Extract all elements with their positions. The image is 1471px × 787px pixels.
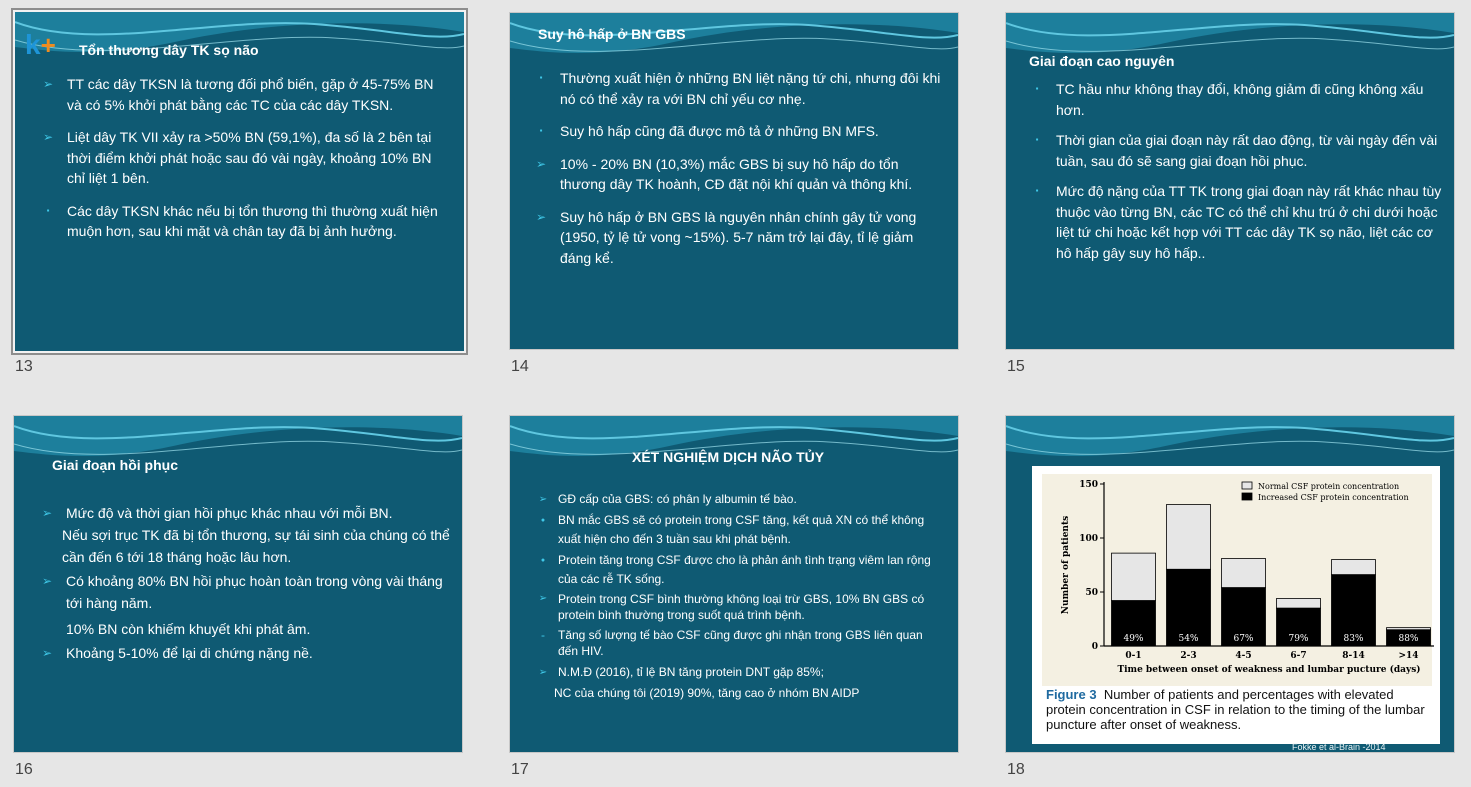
list-item: ▪ Mức độ nặng của TT TK trong giai đoạn này rất khác nhau tùy thuộc vào từng BN, các TC có thể chỉ khu trú ở chi dưới hoặc liệt tứ chi hoặc kết hợp với TT các dây TK sọ não, liệt các cơ hô hấp gây suy hô hấp.. [1035,183,1442,261]
y-tick-label: 0 [1091,642,1098,652]
list-item: - Tăng số lượng tế bào CSF cũng được ghi nhận trong GBS liên quan đến HIV. [541,628,923,658]
list-item-continuation: 10% BN còn khiếm khuyết khi phát âm. [66,621,311,637]
list-item: ➢ Có khoảng 80% BN hồi phục hoàn toàn trong vòng vài tháng tới hàng năm. [41,573,443,611]
legend-swatch-normal [1242,482,1252,489]
list-item: ➢ Khoảng 5-10% để lại di chứng nặng nề. [41,645,313,661]
slide-thumbnail-16[interactable] [13,415,463,753]
wave-decoration [14,416,462,486]
figure-credit: Fokke et al-Brain -2014 [1292,742,1386,752]
slide-body [41,74,449,254]
list-item: ➢ Liệt dây TK VII xảy ra >50% BN (59,1%), đa số là 2 bên tại thời điểm khởi phát hoặc sau đó vài ngày, khoảng 10% BN chỉ liệt 1 bên. [42,129,432,186]
legend-swatch-increased [1242,493,1252,500]
list-item-continuation: Nếu sợi trục TK đã bị tổn thương, sự tái sinh của chúng có thể cần đến 6 tới 18 tháng hoặc lâu hơn. [62,527,450,565]
slide-title: Giai đoạn hồi phục [52,457,178,473]
list-item: ➢ GĐ cấp của GBS: có phân ly albumin tế bào. [538,492,797,506]
list-item: ▪ Thời gian của giai đoạn này rất dao động, từ vài ngày đến vài tuần, sau đó sẽ sang giai đoạn hồi phục. [1035,132,1438,169]
x-tick-label: 6-7 [1290,651,1307,661]
legend-label-normal: Normal CSF protein concentration [1258,482,1400,491]
x-tick-label: 8-14 [1342,651,1365,661]
slide-thumbnail-13[interactable] [13,10,466,353]
bar-percent-label: 83% [1343,634,1364,644]
bar-percent-label: 88% [1398,634,1419,644]
slide-number: 15 [1007,358,1025,375]
bar-percent-label: 49% [1123,634,1144,644]
bar-normal [1167,505,1211,570]
list-item: ➢ 10% - 20% BN (10,3%) mắc GBS bị suy hô hấp do tổn thương dây TK hoành, CĐ đặt nội khí quản và thông khí. [535,155,913,192]
list-item: ● Protein tăng trong CSF được cho là phản ánh tình trạng viêm lan rộng của các rễ TK sống. [540,553,931,586]
slide-body [534,68,948,280]
slide-number: 17 [511,761,529,778]
bar-normal [1112,553,1156,601]
slide-title: Tổn thương dây TK sọ não [79,42,259,58]
figure-panel [1032,466,1440,744]
y-tick-label: 150 [1079,480,1098,490]
slide-number: 14 [511,358,529,375]
kplus-logo: k+ [25,29,56,60]
list-item: ➢ N.M.Đ (2016), tỉ lệ BN tăng protein DNT gặp 85%; [538,665,824,679]
bar-percent-label: 67% [1233,634,1254,644]
slide-body [536,490,946,703]
list-item: ▪ Các dây TKSN khác nếu bị tổn thương thì thường xuất hiện muộn hơn, sau khi mặt và chân tay đã bị ảnh hưởng. [46,202,438,239]
slide-number: 13 [15,358,33,375]
list-item: ● BN mắc GBS sẽ có protein trong CSF tăng, kết quả XN có thể không xuất hiện cho đến 3 tuần sau khi phát bệnh. [540,513,925,546]
x-tick-label: 2-3 [1180,651,1197,661]
slide-thumbnail-18[interactable] [1005,415,1455,753]
stacked-bar-chart [1032,466,1440,686]
bar-normal [1277,598,1321,608]
legend-label-increased: Increased CSF protein concentration [1258,493,1409,502]
list-item: ➢ Protein trong CSF bình thường không loại trừ GBS, 10% BN GBS có protein bình thường trong suốt quá trình bệnh. [538,592,925,622]
slide-number: 18 [1007,761,1025,778]
slide-title: XÉT NGHIỆM DỊCH NÃO TỦY [632,449,825,465]
bar-normal [1332,560,1376,575]
x-tick-label: 4-5 [1235,651,1252,661]
figure-caption: Figure 3 Number of patients and percentages with elevated protein concentration in CSF in relation to the timing of the lumbar puncture after onset of weakness. [1046,687,1425,732]
wave-decoration [1006,13,1454,83]
slide-thumbnail-17[interactable] [509,415,959,753]
y-axis-label: Number of patients [1061,515,1071,615]
list-item: ▪ Thường xuất hiện ở những BN liệt nặng tứ chi, nhưng đôi khi nó có thể xảy ra với BN chỉ yếu cơ nhẹ. [539,70,941,107]
y-tick-label: 100 [1079,534,1098,544]
list-item: ➢ Mức độ và thời gian hồi phục khác nhau với mỗi BN. [41,505,393,521]
list-item: ▪ TC hầu như không thay đổi, không giảm đi cũng không xấu hơn. [1035,81,1424,118]
list-item: ➢ Suy hô hấp ở BN GBS là nguyên nhân chính gây tử vong (1950, tỷ lệ tử vong ~15%). 5-7 năm trở lại đây, tỉ lệ giảm đáng kể. [535,208,917,266]
slide-thumbnail-14[interactable] [509,12,959,350]
x-tick-label: >14 [1398,651,1419,661]
slide-title: Giai đoạn cao nguyên [1029,53,1175,69]
slide-number: 16 [15,761,33,778]
list-item: ➢ TT các dây TKSN là tương đối phổ biến, gặp ở 45-75% BN và có 5% khởi phát bằng các TC của các dây TKSN. [42,76,434,113]
bar-normal [1222,559,1266,588]
y-tick-label: 50 [1085,588,1098,598]
slide-body [40,502,450,676]
x-axis-label: Time between onset of weakness and lumbar pucture (days) [1117,665,1421,675]
slide-body [1030,79,1446,275]
list-item-continuation: NC của chúng tôi (2019) 90%, tăng cao ở nhóm BN AIDP [554,686,860,700]
list-item: ▪ Suy hô hấp cũng đã được mô tả ở những BN MFS. [539,123,879,139]
slide-thumbnail-15[interactable] [1005,12,1455,350]
slide-title: Suy hô hấp ở BN GBS [538,26,686,42]
bar-percent-label: 79% [1288,634,1309,644]
x-tick-label: 0-1 [1125,651,1142,661]
bar-percent-label: 54% [1178,634,1199,644]
